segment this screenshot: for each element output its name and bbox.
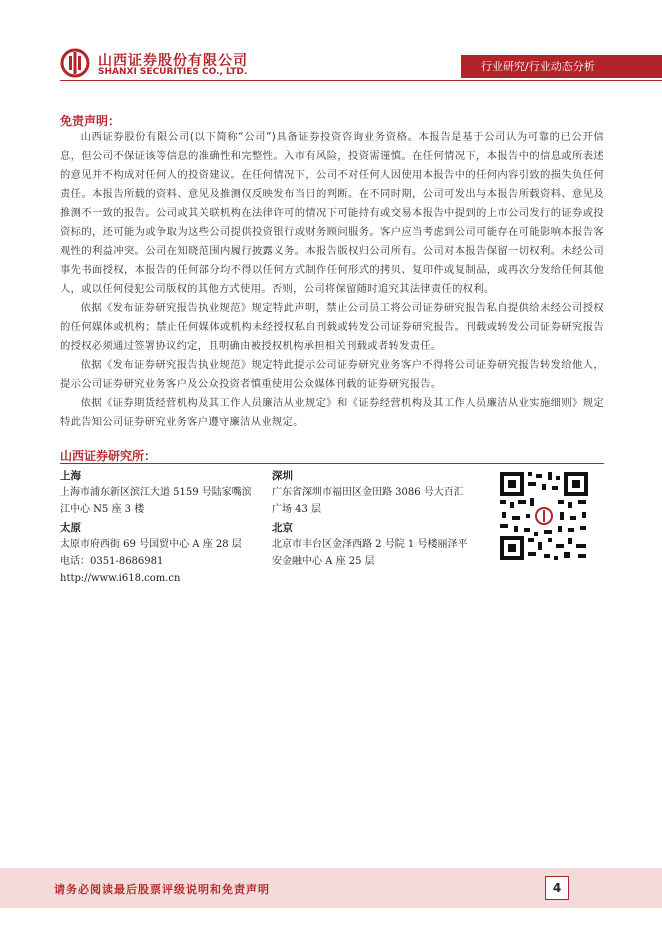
page-header [0, 0, 662, 86]
office-phone-taiyuan: 电话：0351-8686981 [60, 556, 164, 567]
office-city-shanghai: 上海 [60, 470, 81, 482]
disclaimer-title: 免责声明： [60, 114, 121, 128]
disclaimer-paragraph: 依据《发布证券研究报告执业规范》规定特此提示公司证券研究业务客户不得将公司证券研究报告转发给他人，提示公司证券研究业务客户及公众投资者慎重使用公众媒体刊载的证券研究报告。 [60, 359, 604, 390]
header-divider [60, 80, 662, 81]
office-address-shenzhen: 广东省深圳市福田区金田路 3086 号大百汇广场 43 层 [272, 487, 464, 515]
disclaimer-paragraph: 山西证券股份有限公司(以下简称“公司”)具备证券投资咨询业务资格。本报告是基于公司认为可靠的已公开信息，但公司不保证该等信息的准确性和完整性。入市有风险，投资需谨慎。在任何情况下，本报告中的信息或所表述的意见并不构成对任何人的投资建议。在任何情况下，公司不对任何人因使用本报告中的任何内容引致的损失负任何责任。本报告所载的资料、意见及推测仅反映发布当日的判断。在不同时期，公司可发出与本报告所载资料、意见及推测不一致的报告。公司或其关联机构在法律许可的情况下可能持有或交易本报告中提到的上市公司发行的证券或投资标的，还可能为或争取为这些公司提供投资银行或财务顾问服务。客户应当考虑到公司可能存在可能影响本报告客观性的利益冲突。公司在知晓范围内履行披露义务。本报告版权归公司所有。公司对本报告保留一切权利。未经公司事先书面授权，本报告的任何部分均不得以任何方式制作任何形式的拷贝、复印件或复制品，或再次分发给任何其他人，或以任何侵犯公司版权的其他方式使用。否则，公司将保留随时追究其法律责任的权利。 [60, 131, 604, 295]
page-number: 4 [545, 876, 569, 900]
office-city-shenzhen: 深圳 [272, 470, 293, 482]
office-city-taiyuan: 太原 [60, 522, 81, 534]
company-name-en: SHANXI SECURITIES CO., LTD. [98, 67, 248, 77]
report-type-label: 行业研究/行业动态分析 [481, 60, 595, 73]
disclaimer-paragraph: 依据《证券期货经营机构及其工作人员廉洁从业规定》和《证券经营机构及其工作人员廉洁从业实施细则》规定特此告知公司证券研究业务客户遵守廉洁从业规定。 [60, 397, 604, 428]
office-address-beijing: 北京市丰台区金泽西路 2 号院 1 号楼丽泽平安金融中心 A 座 25 层 [272, 539, 468, 567]
institute-divider [60, 463, 604, 464]
website-link[interactable]: http://www.i618.com.cn [60, 573, 181, 584]
qr-code-icon [498, 470, 590, 562]
shanxi-securities-logo-icon [60, 48, 90, 78]
footer-notice: 请务必阅读最后股票评级说明和免责声明 [54, 883, 270, 896]
disclaimer-body [60, 128, 604, 432]
institute-title: 山西证券研究所： [60, 449, 157, 463]
office-address-shanghai: 上海市浦东新区滨江大道 5159 号陆家嘴滨江中心 N5 座 3 楼 [60, 487, 252, 515]
office-city-beijing: 北京 [272, 522, 293, 534]
disclaimer-paragraph: 依据《发布证券研究报告执业规范》规定特此声明，禁止公司员工将公司证券研究报告私自提供给未经公司授权的任何媒体或机构；禁止任何媒体或机构未经授权私自刊载或转发公司证券研究报告。刊载或转发公司证券研究报告的授权必须通过签署协议约定，且明确由被授权机构承担相关刊载或者转发责任。 [60, 302, 604, 352]
company-name-cn: 山西证券股份有限公司 [98, 53, 248, 69]
office-address-taiyuan: 太原市府西街 69 号国贸中心 A 座 28 层 [60, 539, 242, 550]
